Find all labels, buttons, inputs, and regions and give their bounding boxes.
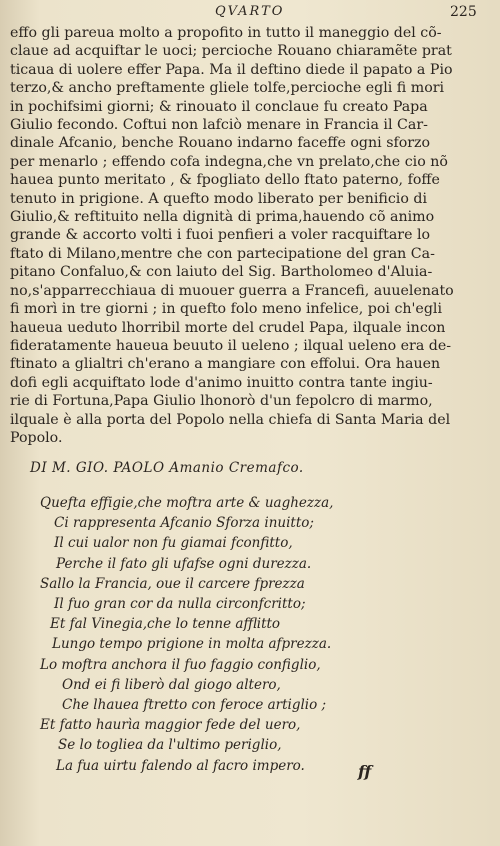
poem bbox=[40, 493, 333, 776]
poem-verse: Il cui ualor non fu giamai fconfitto, bbox=[54, 535, 293, 552]
poem-verse: Se lo toglieа da l'ultimo periglio, bbox=[58, 737, 282, 754]
prose-line: in pochifsimi giorni; & rinouato il conclaue fu creato Papa bbox=[10, 98, 428, 115]
prose-line: Giulio,& reftituito nella dignità di prima,hauendo cõ animo bbox=[10, 209, 435, 226]
poem-verse: Ci rappresenta Afcanio Sforza inuitto; bbox=[54, 515, 314, 532]
prose-line: pitano Confaluo,& con laiuto del Sig. Bartholomeo d'Aluia- bbox=[10, 264, 433, 281]
poem-verse: Et fal Vinegia,che lo tenne afflitto bbox=[50, 616, 281, 633]
prose-line: dofi egli acquiftato lode d'animo inuitto contra tante ingiu- bbox=[10, 374, 433, 391]
page-number: 225 bbox=[450, 4, 477, 20]
prose-line: tenuto in prigione. A quefto modo liberato per benificio di bbox=[10, 190, 428, 207]
prose-line: Giulio fecondo. Coftui non lafciò menare in Francia il Car- bbox=[10, 117, 428, 134]
poem-verse: Il fuo gran cor da nulla circonfcritto; bbox=[54, 596, 306, 613]
prose-line: fideratamente haueua beuuto il ueleno ; ilqual ueleno era de- bbox=[10, 337, 452, 354]
prose-paragraph bbox=[10, 24, 472, 447]
prose-line: ticaua di uolere effer Papa. Ma il deftino diede il papato a Pio bbox=[10, 61, 453, 78]
prose-line: ilquale è alla porta del Popolo nella chiefa di Santa Maria del bbox=[10, 411, 451, 428]
page-header bbox=[0, 4, 500, 24]
prose-line: per menarlo ; effendo cofa indegna,che vn prelato,che cio nõ bbox=[10, 153, 448, 170]
prose-line: haueа punto meritato , & fpogliato dello ftato paterno, foffe bbox=[10, 172, 440, 189]
prose-line: haueua ueduto lhorribil morte del crudel Papa, ilquale incon bbox=[10, 319, 446, 336]
running-head: QVARTO bbox=[215, 4, 285, 19]
prose-line: ftinato a glialtri ch'erano a mangiare con effolui. Ora hauen bbox=[10, 356, 441, 373]
prose-line: claue ad acquiftar le uoci; percioche Rouano chiaramẽte prat bbox=[10, 43, 452, 60]
poem-verse: Perche il fato gli ufafse ogni durezza. bbox=[56, 555, 312, 572]
catchword: ff bbox=[358, 762, 372, 781]
poem-verse: Che lhaueа ftretto con feroce artiglio ; bbox=[62, 697, 327, 714]
prose-line: terzo,& ancho preftamente gliele tolfe,percioche egli fi mori bbox=[10, 80, 445, 97]
poem-verse: Lungo tempo prigione in molta afprezza. bbox=[52, 636, 332, 653]
prose-line: fi morì in tre giorni ; in quefto folo meno infelice, poi ch'egli bbox=[10, 301, 442, 318]
prose-line: ftato di Milano,mentre che con partecipatione del gran Ca- bbox=[10, 245, 435, 262]
prose-line: no,s'apparrecchiaua di muouer guerra a Francefi, auuelenato bbox=[10, 282, 454, 299]
poem-verse: Et fatto haurìa maggior fede del uero, bbox=[40, 717, 301, 734]
poem-verse: Sallo la Francia, oue il carcere fprezza bbox=[40, 575, 305, 592]
poem-verse: Ond ei fi liberò dal giogo altero, bbox=[62, 676, 281, 693]
prose-line: rie di Fortuna,Papa Giulio lhonorò d'un fepolcro di marmo, bbox=[10, 393, 433, 410]
prose-line: effo gli pareua molto a propofito in tutto il maneggio del cõ- bbox=[10, 25, 442, 41]
poem-title: DI M. GIO. PAOLO Amanio Cremafco. bbox=[30, 460, 304, 476]
poem-verse: Lo moftra anchora il fuo faggio configlio, bbox=[40, 656, 321, 673]
prose-line: Popolo. bbox=[10, 429, 63, 446]
poem-verse: La fua uirtu falendo al facro impero. bbox=[56, 757, 305, 774]
prose-line: grande & accorto volti i fuoi penfieri a voler racquiftare lo bbox=[10, 227, 431, 244]
poem-verse: Quefta effigie,che moftra arte & uaghezza, bbox=[40, 495, 334, 511]
prose-line: dinale Afcanio, benche Rouano indarno faceffe ogni sforzo bbox=[10, 135, 431, 152]
